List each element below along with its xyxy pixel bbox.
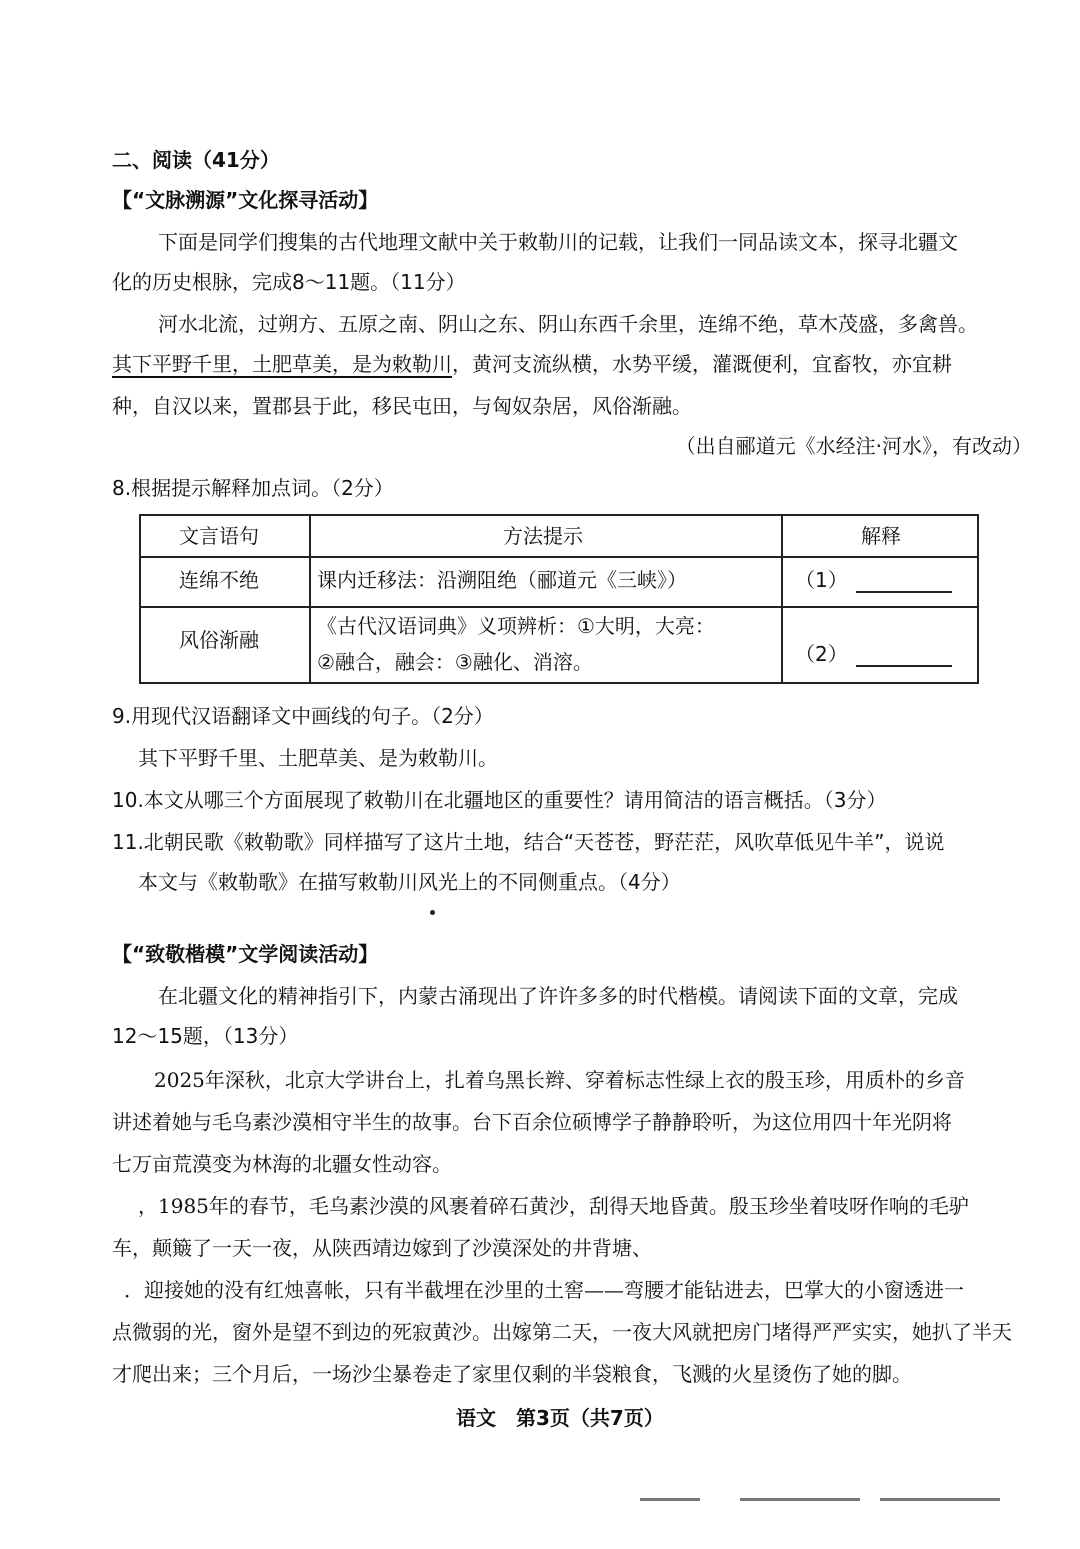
passage-source: （出自郦道元《水经注·河水》，有改动） [675, 434, 1032, 458]
activity1-intro-line2: 化的历史根脉，完成8～11题。（11分） [112, 270, 466, 294]
table-header-phrase: 文言语句 [179, 524, 259, 548]
table-row1-phrase: 连绵不绝 [179, 568, 259, 592]
scan-artifact [640, 1498, 700, 1501]
question-10: 10.本文从哪三个方面展现了敕勒川在北疆地区的重要性？请用简洁的语言概括。（3分） [112, 788, 887, 812]
scan-artifact [880, 1498, 1000, 1501]
article-p2-line1: ，1985年的春节，毛乌素沙漠的风裹着碎石黄沙，刮得天地昏黄。殷玉珍坐着吱呀作响的毛驴 [138, 1194, 969, 1218]
passage-line1: 河水北流，过朔方、五原之南、阴山之东、阴山东西千余里，连绵不绝，草木茂盛，多禽兽。 [158, 312, 978, 336]
article-p2-line2: 车，颠簸了一天一夜，从陕西靖边嫁到了沙漠深处的井背塘、 [112, 1236, 652, 1260]
scan-artifact [740, 1498, 860, 1501]
table-row2-hint-line2: ②融合，融会：③融化、消溶。 [317, 650, 593, 674]
activity1-title: 【“文脉溯源”文化探寻活动】 [112, 188, 379, 212]
activity2-title: 【“致敬楷模”文学阅读活动】 [112, 942, 379, 966]
answer-label-2: （2） [795, 642, 848, 666]
activity2-intro-line1: 在北疆文化的精神指引下，内蒙古涌现出了许许多多的时代楷模。请阅读下面的文章，完成 [158, 984, 958, 1008]
passage-line3: 种，自汉以来，置郡县于此，移民屯田，与匈奴杂居，风俗渐融。 [112, 394, 692, 418]
table-row2-answer[interactable] [795, 640, 952, 668]
activity1-intro-line1: 下面是同学们搜集的古代地理文献中关于敕勒川的记载，让我们一同品读文本，探寻北疆文 [158, 230, 958, 254]
answer-blank-1[interactable] [856, 571, 952, 593]
section-title: 二、阅读（41分） [112, 148, 280, 172]
table-row2-phrase: 风俗渐融 [179, 628, 259, 652]
question-11-line1: 11.北朝民歌《敕勒歌》同样描写了这片土地，结合“天苍苍，野茫茫，风吹草低见牛羊”，说说 [112, 830, 945, 854]
activity2-intro-line2: 12～15题，（13分） [112, 1024, 299, 1048]
question-9: 9.用现代汉语翻译文中画线的句子。（2分） [112, 704, 494, 728]
table-row1-hint: 课内迁移法：沿溯阻绝（郦道元《三峡》） [317, 568, 687, 592]
stray-dot [430, 910, 435, 915]
article-p3-line2: 点微弱的光，窗外是望不到边的死寂黄沙。出嫁第二天，一夜大风就把房门堵得严严实实，她扒了半天 [112, 1320, 1012, 1344]
table-row1-answer[interactable] [795, 566, 952, 594]
question-11-line2: 本文与《敕勒歌》在描写敕勒川风光上的不同侧重点。（4分） [138, 870, 681, 894]
table-header-answer: 解释 [861, 524, 901, 548]
answer-blank-2[interactable] [856, 645, 952, 667]
page-footer: 语文 第3页（共7页） [456, 1406, 664, 1430]
answer-label-1: （1） [795, 568, 848, 592]
article-p1-line3: 七万亩荒漠变为林海的北疆女性动容。 [112, 1152, 452, 1176]
table-header-hint: 方法提示 [503, 524, 583, 548]
article-p1-line2: 讲述着她与毛乌素沙漠相守半生的故事。台下百余位硕博学子静静聆听，为这位用四十年光阴将 [112, 1110, 952, 1134]
vocab-table [139, 514, 979, 684]
passage-line2-rest: ，黄河支流纵横，水势平缓，灌溉便利，宜畜牧，亦宜耕 [452, 352, 952, 376]
table-row2-hint-line1: 《古代汉语词典》义项辨析：①大明，大亮： [317, 614, 715, 638]
article-p3-line3: 才爬出来；三个月后，一场沙尘暴卷走了家里仅剩的半袋粮食，飞溅的火星烫伤了她的脚。 [112, 1362, 912, 1386]
passage-line2 [112, 350, 952, 378]
question-8: 8.根据提示解释加点词。（2分） [112, 476, 394, 500]
underlined-sentence: 其下平野千里，土肥草美，是为敕勒川 [112, 352, 452, 376]
article-p3-line1: ．迎接她的没有红烛喜帐，只有半截埋在沙里的土窖——弯腰才能钻进去，巴掌大的小窗透进一 [124, 1278, 964, 1302]
article-p1-line1: 2025年深秋，北京大学讲台上，扎着乌黑长辫、穿着标志性绿上衣的殷玉珍，用质朴的乡音 [154, 1068, 965, 1092]
question-9-sentence: 其下平野千里、土肥草美、是为敕勒川。 [138, 746, 498, 770]
